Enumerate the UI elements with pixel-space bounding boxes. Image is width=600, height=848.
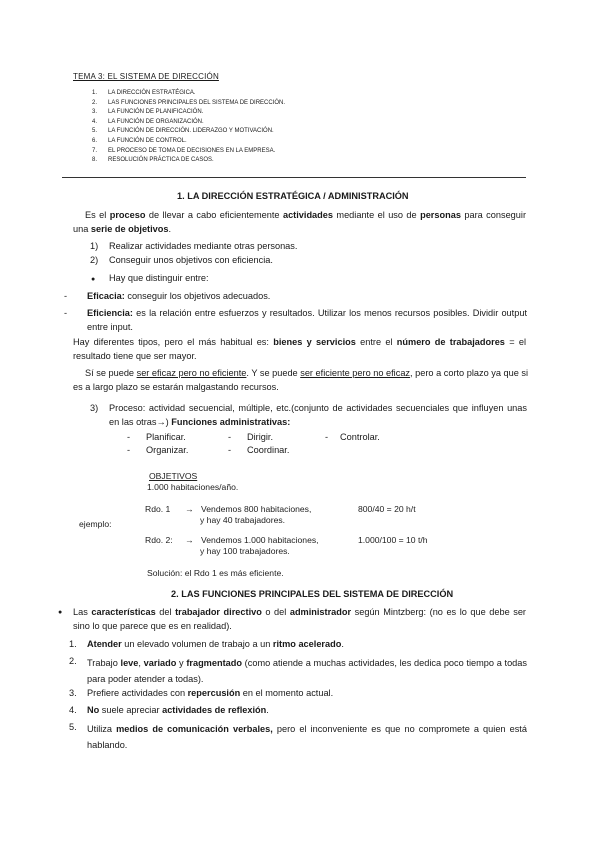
funcion-item: - Controlar. — [325, 432, 380, 442]
s2-item-2: Trabajo leve, variado y fragmentado (como atiende a muchas actividades, les dedica poco tiempo a todas para poder atender a todas). — [87, 658, 527, 684]
s1-item-3: Proceso: actividad secuencial, múltiple, etc.(conjunto de actividades secuenciales que influyen unas en las otras→) Funciones administrativas: — [109, 403, 527, 427]
doc-title: TEMA 3: EL SISTEMA DE DIRECCIÓN — [73, 72, 219, 81]
rdo2-line1: Vendemos 1.000 habitaciones, — [201, 535, 319, 545]
rdo1-calc: 800/40 = 20 h/t — [358, 504, 416, 514]
rdo2-line2: y hay 100 trabajadores. — [200, 546, 290, 556]
toc-item: 2. LAS FUNCIONES PRINCIPALES DEL SISTEMA DE DIRECCIÓN. — [92, 99, 286, 106]
s2-item-5-num: 5. — [69, 722, 77, 732]
arrow-icon: → — [185, 535, 194, 545]
bullet-icon: ● — [58, 609, 63, 616]
toc-item: 3. LA FUNCIÓN DE PLANIFICACIÓN. — [92, 109, 204, 116]
s1-item-1: 1) Realizar actividades mediante otras personas. — [90, 241, 298, 251]
funcion-item: - Dirigir. — [228, 432, 274, 442]
habitaciones-text: 1.000 habitaciones/año. — [147, 482, 239, 492]
toc-item: 8. RESOLUCIÓN PRÁCTICA DE CASOS. — [92, 157, 214, 164]
s2-item-4: No suele apreciar actividades de reflexión. — [87, 705, 269, 715]
objetivos-label: OBJETIVOS — [149, 471, 198, 481]
s1-item-3-num: 3) — [90, 403, 99, 413]
rdo1-line1: Vendemos 800 habitaciones, — [201, 504, 312, 514]
eficiencia-dash: - — [64, 308, 68, 318]
funcion-item: - Organizar. — [127, 445, 189, 455]
eficaz-eficiente-paragraph: Sí se puede ser eficaz pero no eficiente. Y se puede ser eficiente pero no eficaz, pero a corto plazo ya que si es a largo plazo se estarán malgastando recursos. — [73, 368, 529, 392]
toc-item: 4. LA FUNCIÓN DE ORGANIZACIÓN. — [92, 118, 204, 125]
s1-item-2: 2) Conseguir unos objetivos con eficiencia. — [90, 255, 273, 265]
rdo1-label: Rdo. 1 — [145, 504, 171, 514]
funcion-item: - Coordinar. — [228, 445, 290, 455]
s2-item-1: Atender un elevado volumen de trabajo a un ritmo acelerado. — [87, 639, 344, 649]
tipos-paragraph: Hay diferentes tipos, pero el más habitual es: bienes y servicios entre el número de trabajadores = el resultado tiene que ser mayor. — [73, 337, 526, 361]
s2-item-3-num: 3. — [69, 688, 77, 698]
divider — [62, 177, 526, 178]
s2-intro-paragraph: Las características del trabajador directivo o del administrador según Mintzberg: (no es lo que debe ser sino lo que parece que es en realidad). — [73, 607, 526, 631]
toc-item: 5. LA FUNCIÓN DE DIRECCIÓN. LIDERAZGO Y MOTIVACIÓN. — [92, 128, 274, 135]
s2-item-3: Prefiere actividades con repercusión en el momento actual. — [87, 688, 334, 698]
toc-item: 1. LA DIRECCIÓN ESTRATÉGICA. — [92, 90, 196, 96]
solucion-text: Solución: el Rdo 1 es más eficiente. — [147, 568, 284, 578]
eficiencia-definition: Eficiencia: es la relación entre esfuerzos y resultados. Utilizar los menos recursos posibles. Dividir output entre input. — [87, 308, 527, 332]
toc-item: 7. EL PROCESO DE TOMA DE DECISIONES EN LA EMPRESA. — [92, 147, 276, 154]
s2-item-1-num: 1. — [69, 639, 77, 649]
toc-item: 6. LA FUNCIÓN DE CONTROL. — [92, 137, 187, 144]
eficacia-definition: - Eficacia: conseguir los objetivos adecuados. — [64, 291, 271, 301]
s1-distinguish: ● Hay que distinguir entre: — [91, 273, 209, 283]
funcion-item: - Planificar. — [127, 432, 186, 442]
arrow-icon: → — [185, 504, 194, 514]
rdo2-label: Rdo. 2: — [145, 535, 173, 545]
s2-item-2-num: 2. — [69, 656, 77, 666]
rdo2-calc: 1.000/100 = 10 t/h — [358, 535, 428, 545]
ejemplo-label: ejemplo: — [79, 519, 112, 529]
section-1-heading: 1. LA DIRECCIÓN ESTRATÉGICA / ADMINISTRACIÓN — [177, 191, 409, 201]
s1-intro-paragraph: Es el proceso de llevar a cabo eficientemente actividades mediante el uso de personas para conseguir una serie de objetivos. — [73, 210, 526, 234]
section-2-heading: 2. LAS FUNCIONES PRINCIPALES DEL SISTEMA DE DIRECCIÓN — [171, 589, 454, 599]
s2-item-5: Utiliza medios de comunicación verbales, pero el inconveniente es que no compromete a quien está hablando. — [87, 724, 527, 750]
s2-item-4-num: 4. — [69, 705, 77, 715]
rdo1-line2: y hay 40 trabajadores. — [200, 515, 286, 525]
table-of-contents — [92, 89, 285, 166]
example-figure — [60, 468, 480, 583]
